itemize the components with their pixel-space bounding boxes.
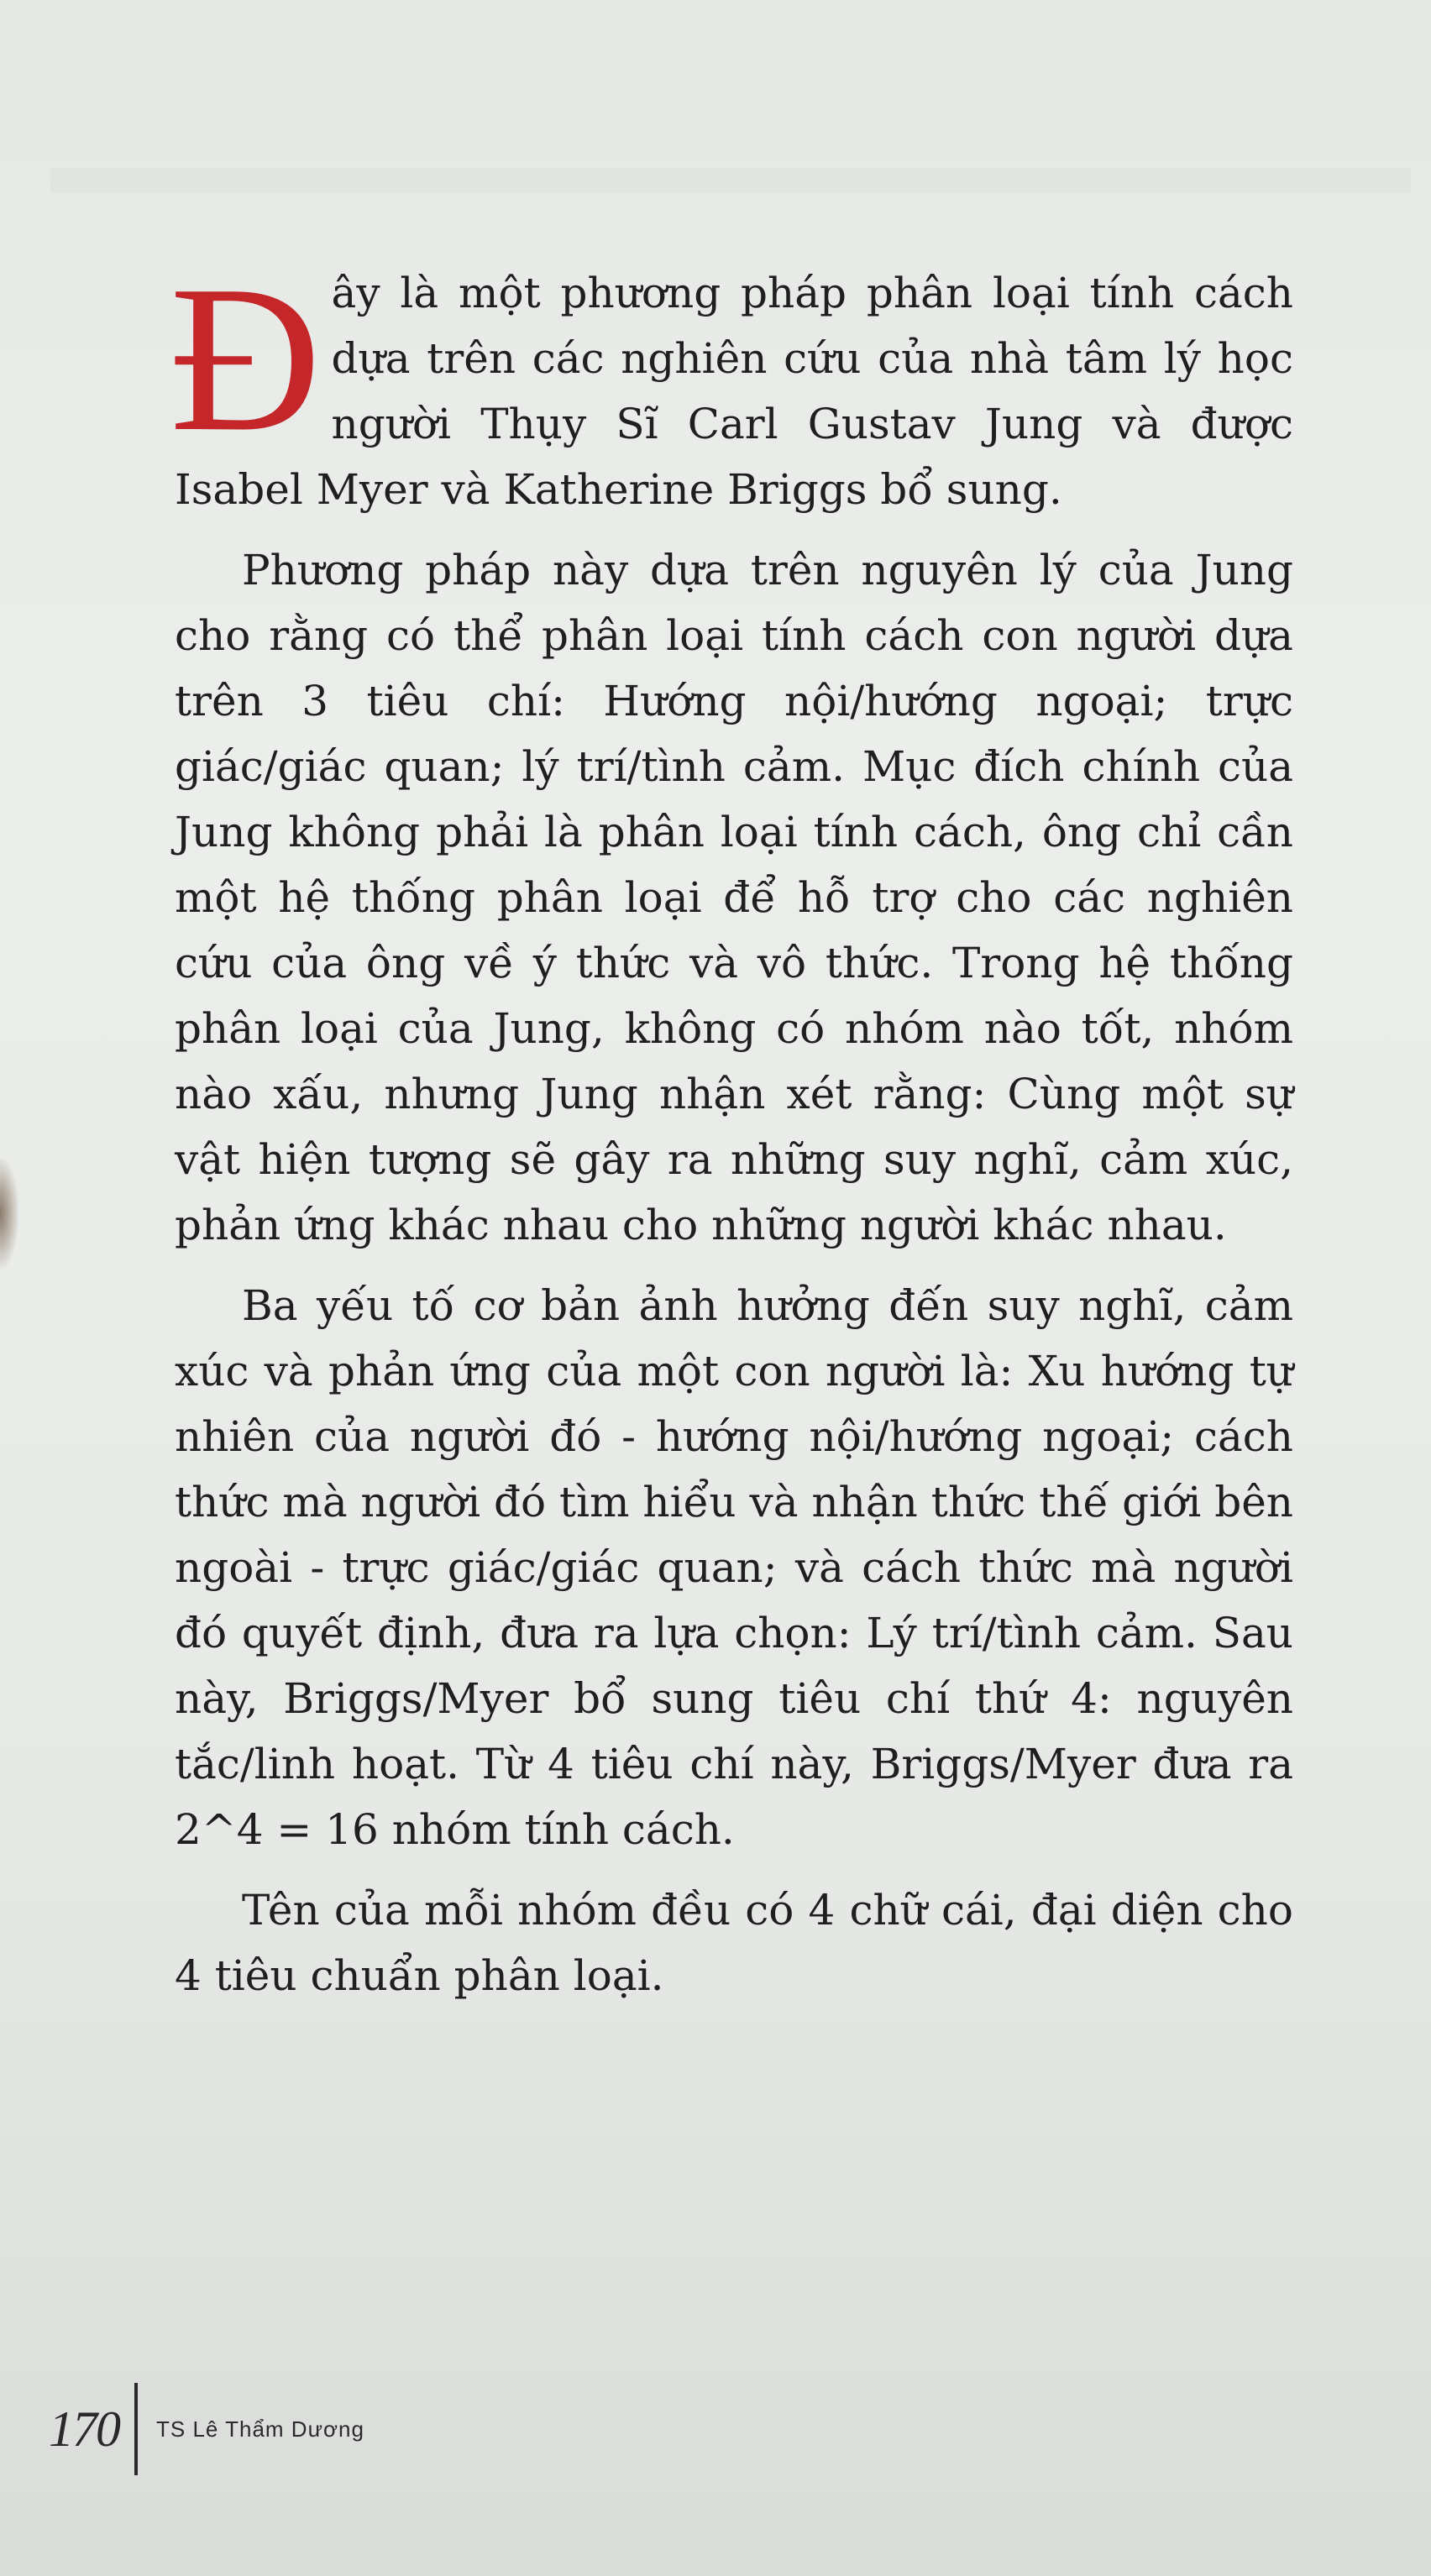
paragraph-2: Phương pháp này dựa trên nguyên lý của Jung cho rằng có thể phân loại tính cách con người dựa trên 3 tiêu chí: Hướng nội/hướng ngoại; trực giác/giác quan; lý trí/tình cảm. Mục đích chính của Jung không phải là phân loại tính cách, ông chỉ cần một hệ thống phân loại để hỗ trợ cho các nghiên cứu của ông về ý thức và vô thức. Trong hệ thống phân loại của Jung, không có nhóm nào tốt, nhóm nào xấu, nhưng Jung nhận xét rằng: Cùng một sự vật hiện tượng sẽ gây ra những suy nghĩ, cảm xúc, phản ứng khác nhau cho những người khác nhau. bbox=[175, 546, 1293, 1249]
page-number: 170 bbox=[49, 2401, 119, 2457]
paragraph-3: Ba yếu tố cơ bản ảnh hưởng đến suy nghĩ, cảm xúc và phản ứng của một con người là: Xu hướng tự nhiên của người đó - hướng nội/hướng ngoại; cách thức mà người đó tìm hiểu và nhận thức thế giới bên ngoài - trực giác/giác quan; và cách thức mà người đó quyết định, đưa ra lựa chọn: Lý trí/tình cảm. Sau này, Briggs/Myer bổ sung tiêu chí thứ 4: nguyên tắc/linh hoạt. Từ 4 tiêu chí này, Briggs/Myer đưa ra 2^4 = 16 nhóm tính cách. bbox=[175, 1281, 1293, 1854]
page-footer bbox=[29, 2383, 364, 2475]
left-edge-shadow bbox=[0, 1159, 18, 1268]
body-text bbox=[170, 243, 1293, 2024]
page-inner-border bbox=[50, 168, 1411, 193]
drop-cap-letter: Đ bbox=[170, 243, 322, 475]
paragraph-1-text: ây là một phương pháp phân loại tính cách dựa trên các nghiên cứu của nhà tâm lý học người Thụy Sĩ Carl Gustav Jung và được Isabel Myer và Katherine Briggs bổ sung. bbox=[175, 269, 1293, 514]
footer-divider bbox=[134, 2383, 138, 2475]
paragraph-1 bbox=[170, 243, 1293, 522]
paragraph-4: Tên của mỗi nhóm đều có 4 chữ cái, đại diện cho 4 tiêu chuẩn phân loại. bbox=[175, 1886, 1293, 2000]
footer-author: TS Lê Thẩm Dương bbox=[156, 2416, 364, 2442]
